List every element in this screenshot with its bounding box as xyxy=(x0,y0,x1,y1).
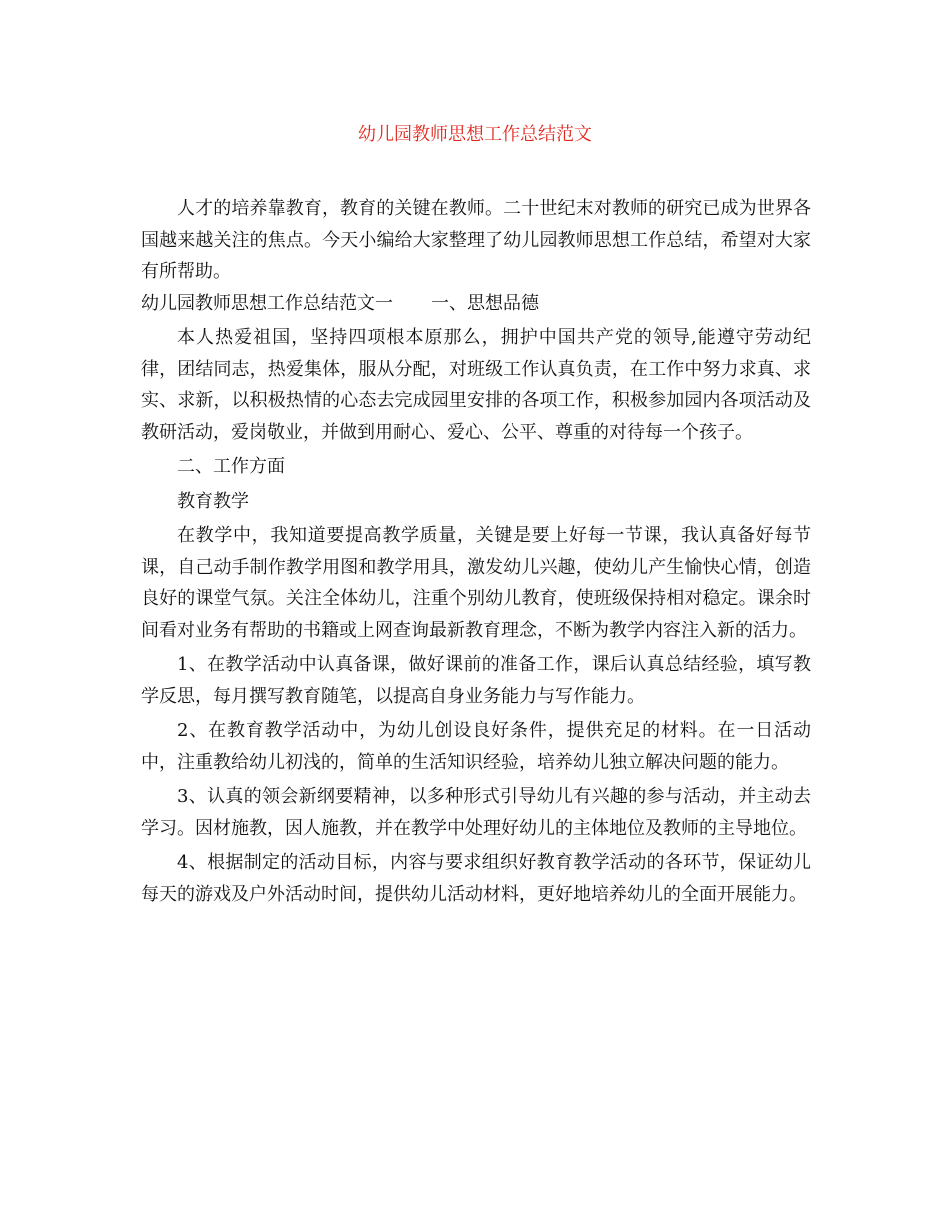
section-title-line xyxy=(141,288,811,320)
subheading-teaching: 教育教学 xyxy=(177,490,249,512)
list-item-4: 4、根据制定的活动目标，内容与要求组织好教育教学活动的各环节，保证幼儿每天的游戏及户外活动时间，提供幼儿活动材料，更好地培养幼儿的全面开展能力。 xyxy=(141,852,811,905)
document-title: 幼儿园教师思想工作总结范文 xyxy=(358,124,592,145)
paragraph-moral: 本人热爱祖国，坚持四项根本原那么，拥护中国共产党的领导,能遵守劳动纪律，团结同志，热爱集体，服从分配，对班级工作认真负责，在工作中努力求真、求实、求新，以积极热情的心态去完成园里安排的各项工作，积极参加园内各项活动及教研活动，爱岗敬业，并做到用耐心、爱心、公平、尊重的对待每一个孩子。 xyxy=(141,327,811,443)
heading-moral: 一、思想品德 xyxy=(431,292,539,314)
list-item-1: 1、在教学活动中认真备课，做好课前的准备工作，课后认真总结经验，填写教学反思，每月撰写教育随笔，以提高自身业务能力与写作能力。 xyxy=(141,654,811,707)
list-item-2: 2、在教育教学活动中，为幼儿创设良好条件，提供充足的材料。在一日活动中，注重教给幼儿初浅的，简单的生活知识经验，培养幼儿独立解决问题的能力。 xyxy=(141,720,811,773)
list-item-3: 3、认真的领会新纲要精神，以多种形式引导幼儿有兴趣的参与活动，并主动去学习。因材施教，因人施教，并在教学中处理好幼儿的主体地位及教师的主导地位。 xyxy=(141,786,811,839)
intro-paragraph: 人才的培养靠教育，教育的关键在教师。二十世纪末对教师的研究已成为世界各国越来越关注的焦点。今天小编给大家整理了幼儿园教师思想工作总结，希望对大家有所帮助。 xyxy=(141,198,811,282)
document-body xyxy=(141,193,811,910)
heading-work: 二、工作方面 xyxy=(177,456,285,477)
section-title: 幼儿园教师思想工作总结范文一 xyxy=(141,292,393,314)
paragraph-teaching: 在教学中，我知道要提高教学质量，关键是要上好每一节课，我认真备好每节课，自己动手制作教学用图和教学用具，激发幼儿兴趣，使幼儿产生愉快心情，创造良好的课堂气氛。关注全体幼儿，注重个别幼儿教育，使班级保持相对稳定。课余时间看对业务有帮助的书籍或上网查询最新教育理念，不断为教学内容注入新的活力。 xyxy=(141,525,811,641)
